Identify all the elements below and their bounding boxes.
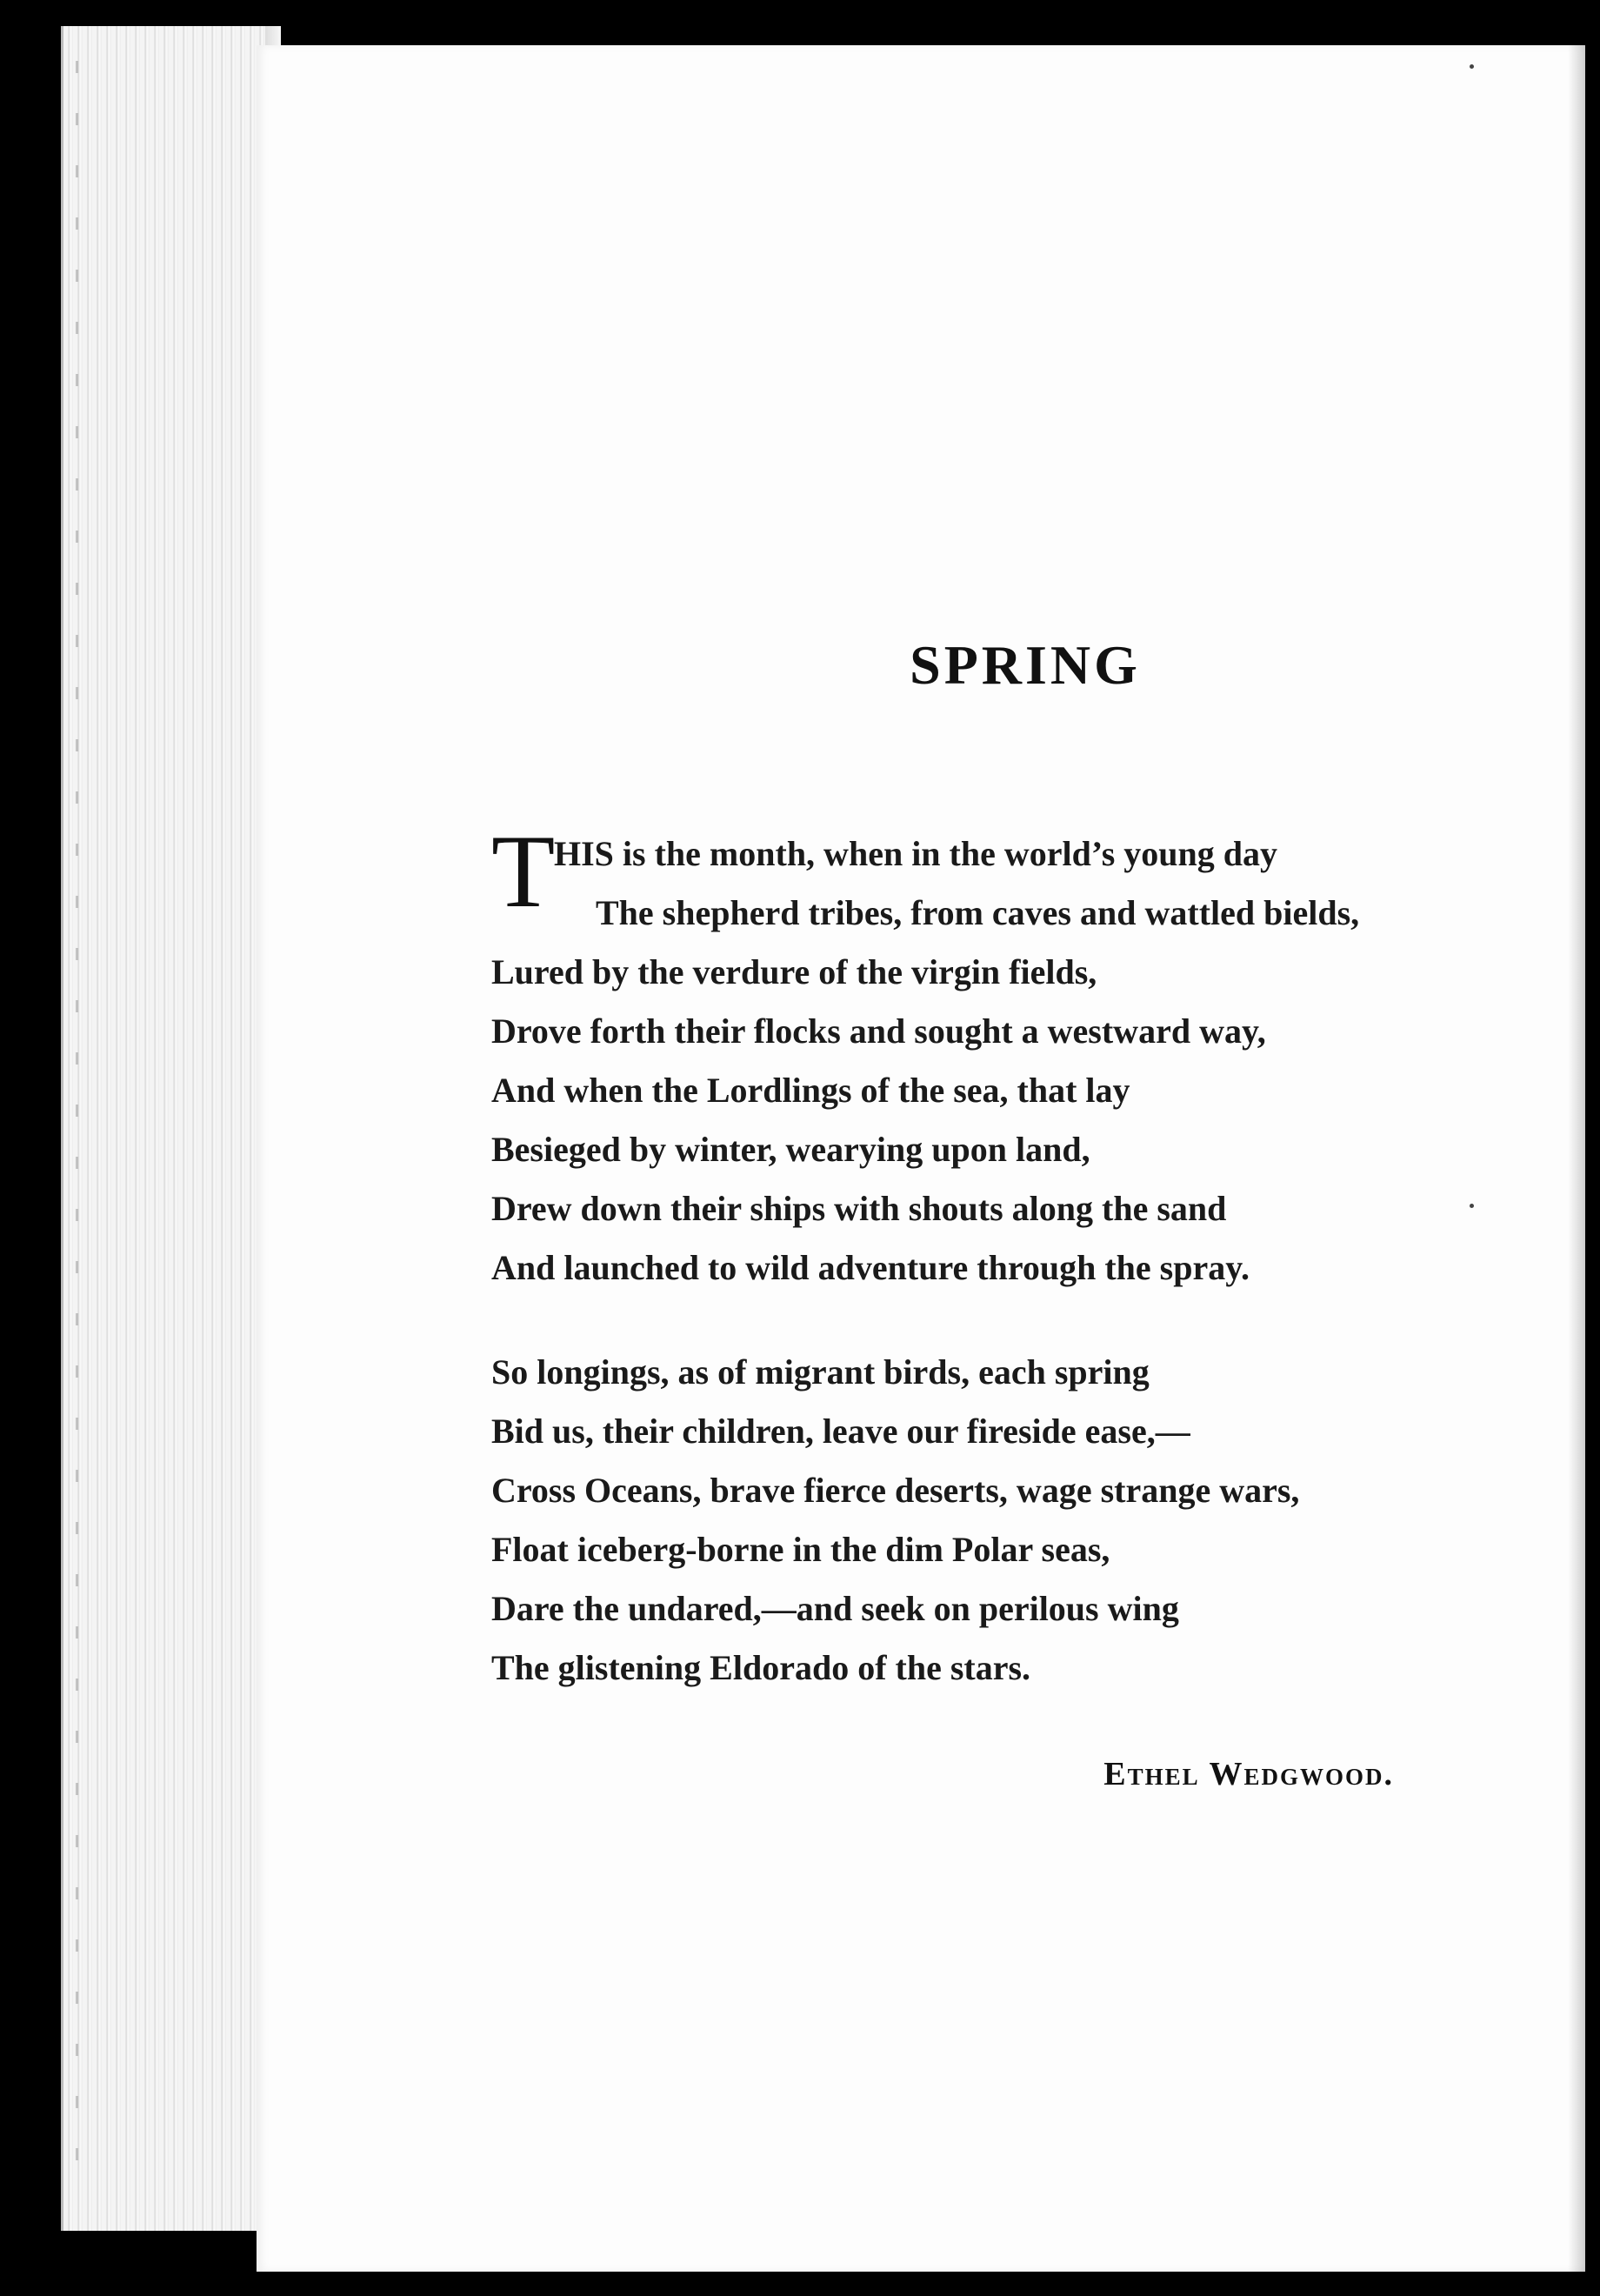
- poem-line: HIS is the month, when in the world’s young day: [554, 834, 1278, 873]
- print-speck: [1470, 64, 1474, 69]
- poem-body: [491, 813, 1491, 1698]
- poem-line: Lured by the verdure of the virgin fields,: [491, 952, 1097, 991]
- poem-line: Bid us, their children, leave our fireside ease,—: [491, 1412, 1190, 1451]
- print-speck: [1470, 1204, 1474, 1208]
- page-stack-edge: [61, 26, 281, 2231]
- poem-line: So longings, as of migrant birds, each spring: [491, 1352, 1150, 1392]
- poem-line: Drew down their ships with shouts along the sand: [491, 1189, 1227, 1228]
- poem-line: And when the Lordlings of the sea, that lay: [491, 1071, 1130, 1110]
- drop-cap: T: [491, 813, 556, 929]
- poem-title: SPRING: [910, 634, 1141, 696]
- stanza-2: [491, 1343, 1491, 1698]
- poem-line: The shepherd tribes, from caves and wattled bields,: [596, 893, 1360, 932]
- poem-line: And launched to wild adventure through the spray.: [491, 1248, 1250, 1287]
- poem-line: Drove forth their flocks and sought a westward way,: [491, 1011, 1266, 1051]
- author-signature: Ethel Wedgwood.: [1103, 1756, 1394, 1792]
- stanza-1: [491, 813, 1491, 1298]
- poem-line: Float iceberg-borne in the dim Polar seas,: [491, 1530, 1110, 1569]
- book-page: [257, 45, 1585, 2272]
- poem-line: Cross Oceans, brave fierce deserts, wage strange wars,: [491, 1471, 1300, 1510]
- poem-line: The glistening Eldorado of the stars.: [491, 1648, 1031, 1687]
- poem-line: Dare the undared,—and seek on perilous wing: [491, 1589, 1179, 1628]
- opening-lines: [491, 813, 1491, 943]
- poem-line: Besieged by winter, wearying upon land,: [491, 1130, 1090, 1169]
